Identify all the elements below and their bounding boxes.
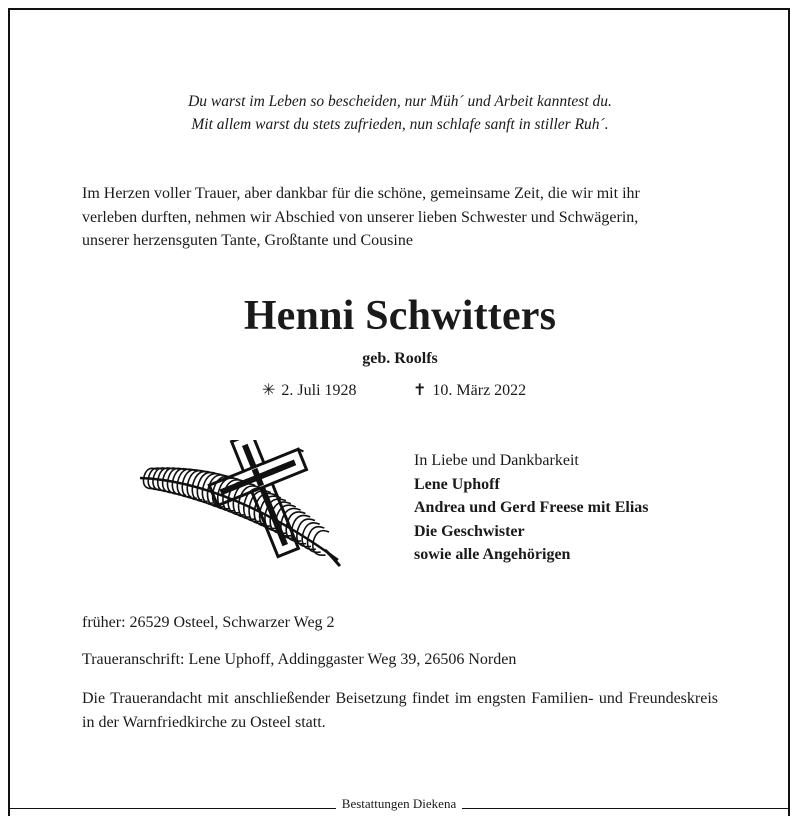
frond-leaflet bbox=[173, 469, 190, 482]
undertaker-name: Bestattungen Diekena bbox=[336, 796, 462, 812]
mourner-name: Andrea und Gerd Freese mit Elias bbox=[414, 499, 649, 516]
cross-with-palm-frond-icon bbox=[120, 440, 350, 575]
mourner-name: sowie alle Angehörigen bbox=[414, 546, 571, 563]
service-notice: Die Trauerandacht mit anschließender Beisetzung findet im engsten Familien- und Freundeskreis in der Warnfriedkirche zu Osteel statt. bbox=[82, 690, 718, 731]
footer-rule-left bbox=[8, 808, 336, 809]
frond-leaflet bbox=[187, 471, 206, 485]
death-cross-icon: ✝ bbox=[413, 382, 427, 399]
intro-paragraph bbox=[82, 182, 722, 253]
former-address: früher: 26529 Osteel, Schwarzer Weg 2 bbox=[82, 614, 335, 631]
intro-line-2: verleben durften, nehmen wir Abschied von unserer lieben Schwester und Schwägerin, bbox=[82, 208, 639, 226]
death-date: 10. März 2022 bbox=[432, 382, 527, 399]
footer-rule-right bbox=[462, 808, 790, 809]
mourner-name: Lene Uphoff bbox=[414, 475, 500, 493]
mourner-name: Die Geschwister bbox=[414, 522, 525, 540]
mourners-lead: In Liebe und Dankbarkeit bbox=[414, 452, 579, 469]
deceased-name: Henni Schwitters bbox=[243, 293, 557, 339]
intro-line-3: unserer herzensguten Tante, Großtante und Cousine bbox=[82, 232, 413, 249]
frond-leaflet bbox=[308, 527, 325, 539]
poem-line-2: Mit allem warst du stets zufrieden, nun schlafe sanft in stiller Ruh´. bbox=[191, 116, 609, 133]
maiden-name: geb. Roolfs bbox=[362, 350, 438, 367]
mourners-block bbox=[414, 449, 649, 567]
intro-line-1: Im Herzen voller Trauer, aber dankbar für die schöne, gemeinsame Zeit, die wir mit ihr bbox=[82, 185, 640, 202]
footer bbox=[8, 794, 790, 814]
mourning-address: Traueranschrift: Lene Uphoff, Addinggaster Weg 39, 26506 Norden bbox=[82, 651, 517, 668]
birth-date-line bbox=[262, 380, 357, 400]
birth-date: 2. Juli 1928 bbox=[281, 382, 357, 399]
poem-line-1: Du warst im Leben so bescheiden, nur Müh´ und Arbeit kanntest du. bbox=[188, 93, 612, 110]
death-date-line bbox=[413, 380, 526, 400]
frond-leaflet bbox=[313, 531, 329, 543]
frond-leaflet bbox=[177, 469, 195, 482]
poem-verse bbox=[0, 90, 800, 136]
birth-star-icon: ✳ bbox=[262, 382, 276, 399]
frond-leaflet bbox=[168, 468, 185, 481]
frond-leaflet bbox=[182, 470, 201, 484]
